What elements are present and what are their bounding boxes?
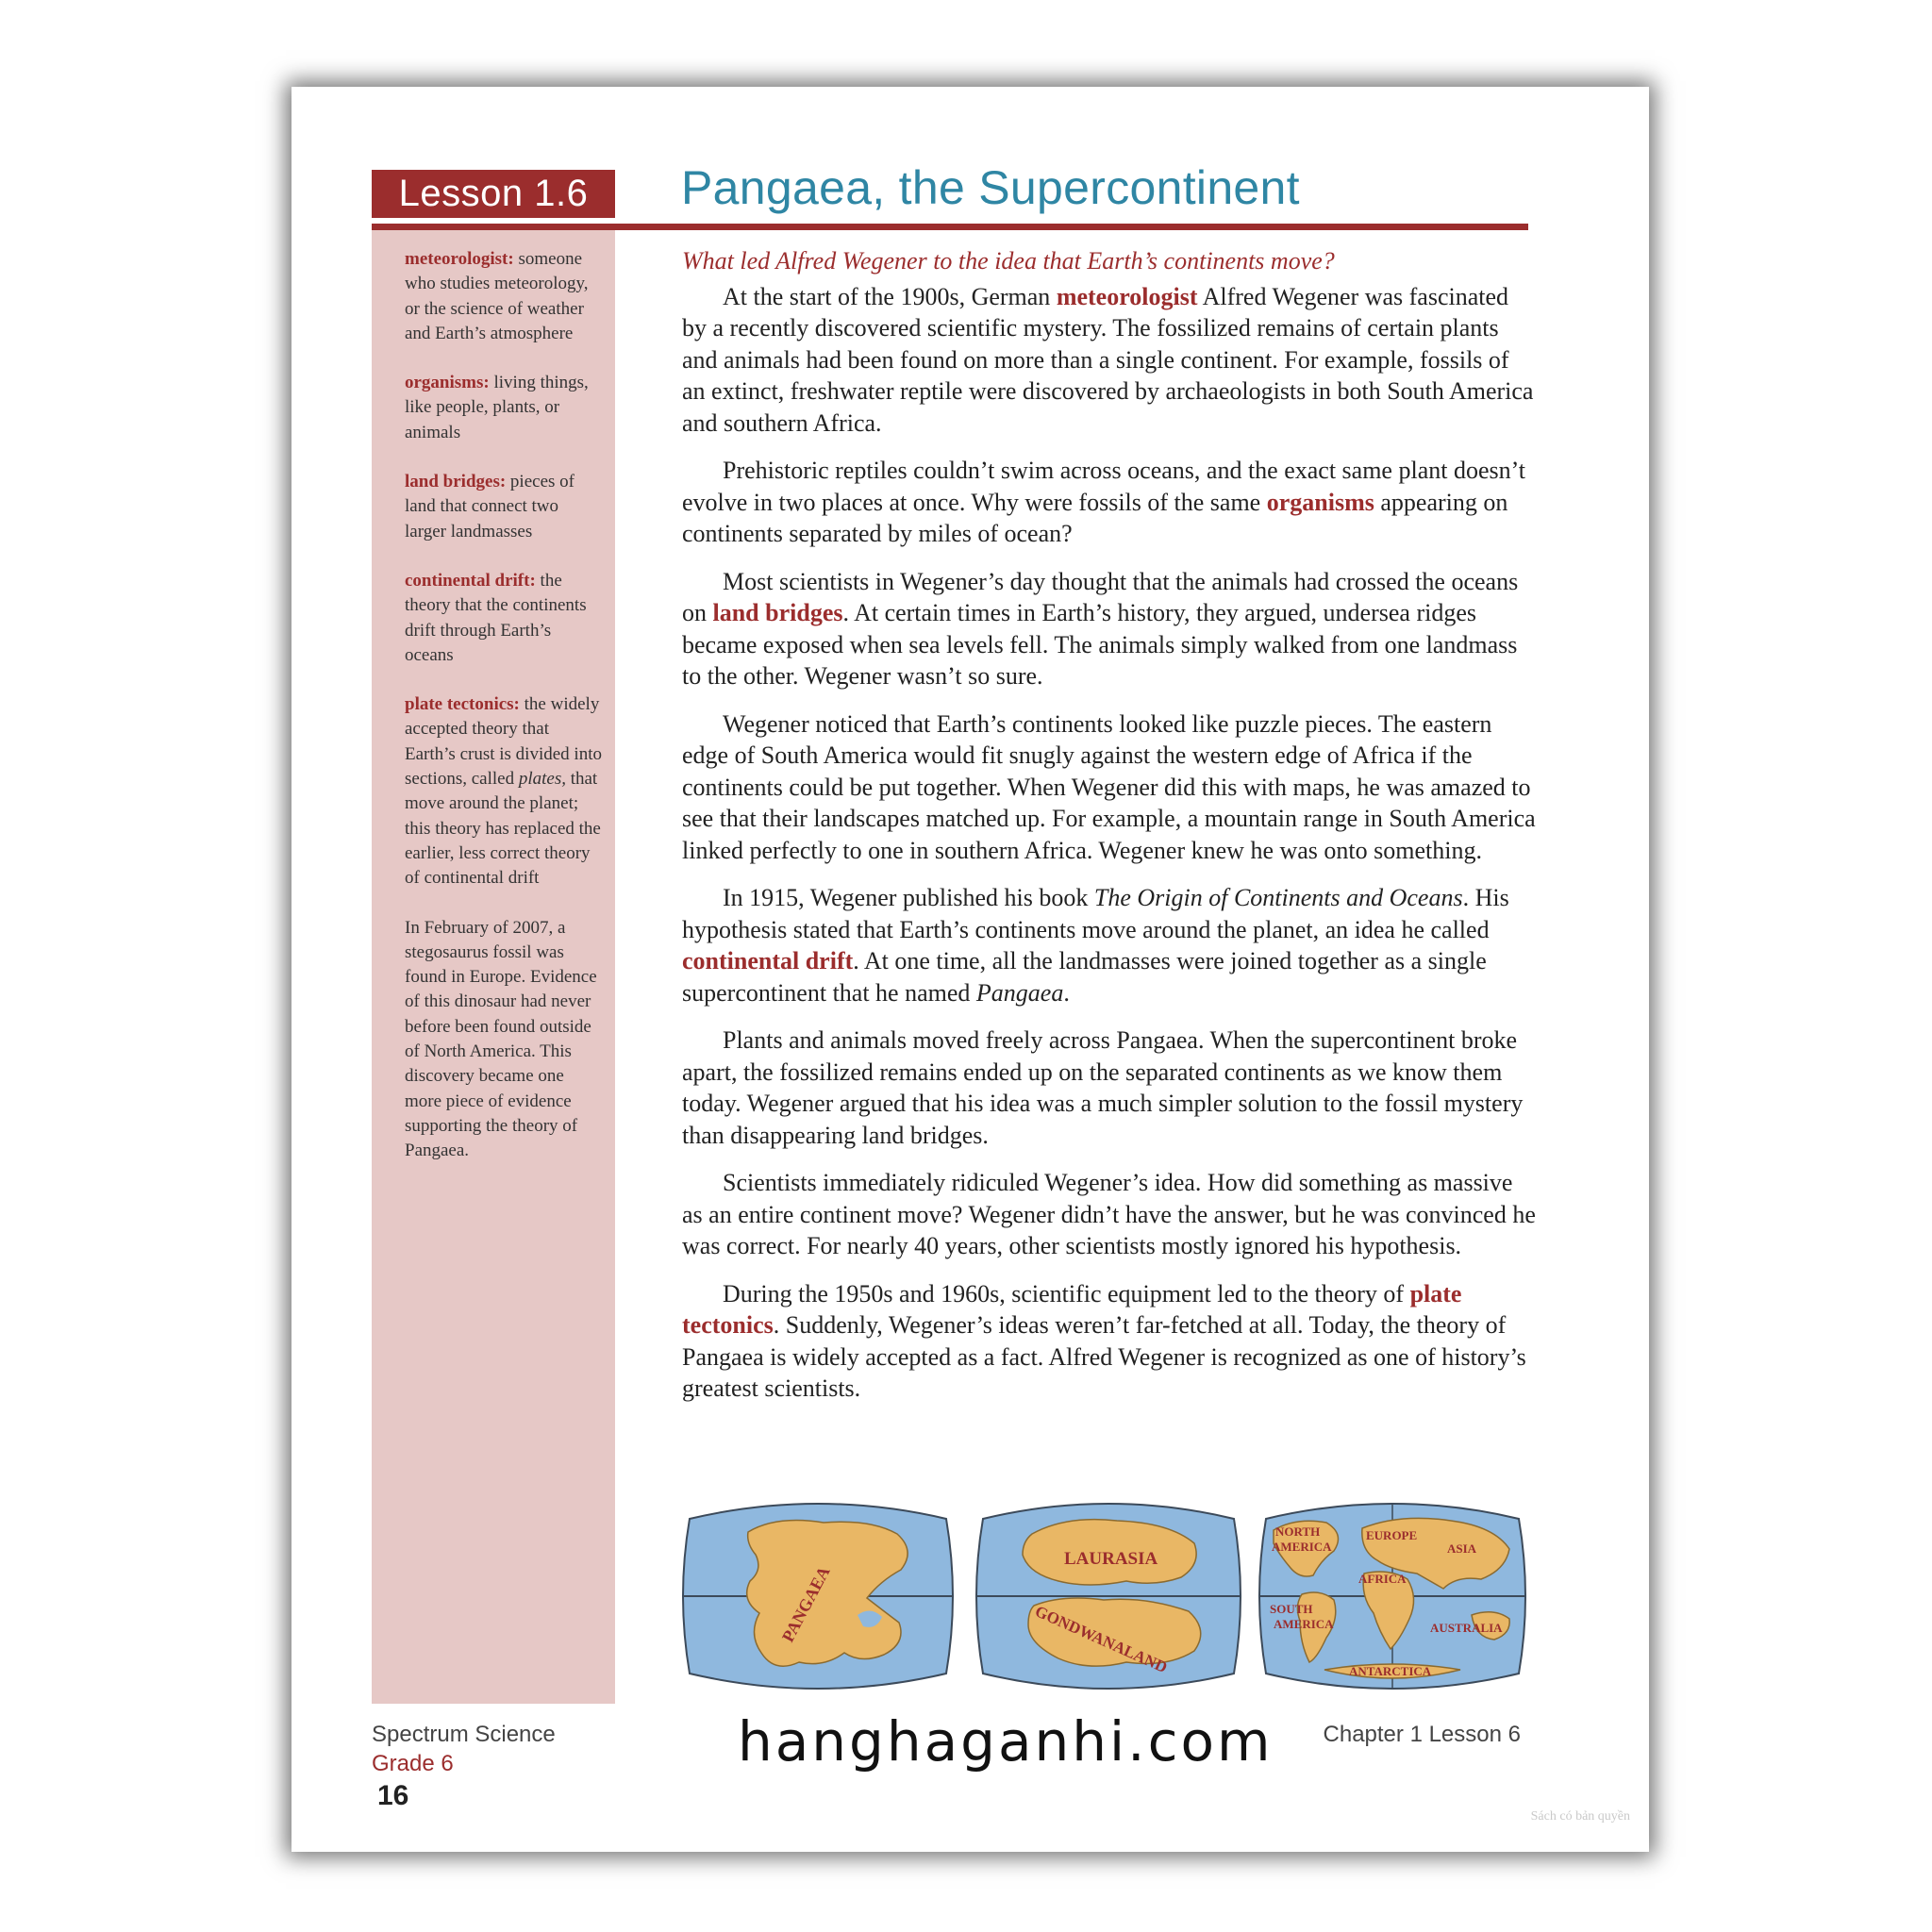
glossary-term: land bridges: (405, 472, 507, 492)
glossary-item-meteorologist (405, 247, 603, 346)
title-rule (372, 224, 1528, 230)
glossary-item-plate-tectonics (405, 692, 603, 891)
glossary-term: plate tectonics: (405, 694, 520, 715)
text: . His hypothesis stated that Earth’s continents move around the planet, an idea he called (682, 884, 1509, 943)
map-pangaea (682, 1502, 954, 1690)
footer-chapter: Chapter 1 Lesson 6 (1323, 1722, 1521, 1747)
text: Prehistoric reptiles couldn’t swim across oceans, and the exact same plant doesn’t evolve in two places at once. Why were fossils of the same (682, 457, 1526, 516)
paragraph-7: Scientists immediately ridiculed Wegener’s idea. How did something as massive as an entire continent move? Wegener didn’t have the answer, but he was convinced he was correct. For nearly 40 years, other scientists mostly ignored his hypothesis. (682, 1169, 1536, 1259)
glossary-term: meteorologist: (405, 249, 514, 269)
page-title: Pangaea, the Supercontinent (681, 161, 1300, 214)
text: . (1063, 978, 1070, 1007)
keyword-plate-tectonics: plate tectonics (682, 1279, 1462, 1339)
text: During the 1950s and 1960s, scientific equipment led to the theory of (723, 1279, 1410, 1307)
glossary-definition: pieces of land that connect two larger landmasses (405, 472, 575, 541)
map-label-pangaea: PANGAEA (777, 1563, 834, 1645)
paragraph-6: Plants and animals moved freely across Pangaea. When the supercontinent broke apart, the fossilized remains ended up on the separated continents as we know them today. Wegener argued that his idea was a much simpler solution to the fossil mystery than disappearing land bridges. (682, 1026, 1524, 1149)
paragraph-1 (682, 281, 1536, 440)
glossary-definition: someone who studies meteorology, or the science of weather and Earth’s atmosphere (405, 249, 589, 343)
glossary-definition: that move around the planet; this theory has replaced the earlier, less correct theory of continental drift (405, 769, 601, 889)
focus-question: What led Alfred Wegener to the idea that Earth’s continents move? (682, 247, 1335, 275)
text: . At one time, all the landmasses were joined together as a single supercontinent that he named (682, 947, 1487, 1007)
paragraph-5 (682, 882, 1536, 1008)
map-laurasia-gondwanaland (975, 1502, 1241, 1690)
sidebar-fact: In February of 2007, a stegosaurus fossil was found in Europe. Evidence of this dinosaur had never before been found outside of North America. This discovery became one more piece of evidence supporting the theory of Pangaea. (405, 917, 597, 1161)
paragraph-2 (682, 455, 1536, 550)
glossary-item-organisms (405, 371, 603, 445)
glossary-definition-italic: plates, (518, 769, 566, 790)
map-label-laurasia: LAURASIA (1064, 1549, 1158, 1569)
map-label-north-america-2: AMERICA (1272, 1540, 1332, 1554)
map-modern-svg (1258, 1502, 1526, 1690)
text: appearing on continents separated by miles of ocean? (682, 488, 1508, 547)
pangaea-name: Pangaea (975, 978, 1064, 1007)
page-number: 16 (377, 1780, 409, 1811)
map-modern-continents (1258, 1502, 1526, 1690)
text: . Suddenly, Wegener’s ideas weren’t far-fetched at all. Today, the theory of Pangaea is widely accepted as a fact. Alfred Wegener is recognized as one of history’s greatest scientists. (682, 1311, 1526, 1402)
map-label-africa: AFRICA (1358, 1572, 1407, 1586)
text: Most scientists in Wegener’s day thought that the animals had crossed the oceans on (682, 567, 1519, 626)
continent-maps (682, 1502, 1526, 1690)
glossary-list (405, 247, 603, 1189)
glossary-item-continental-drift (405, 569, 603, 668)
text: At the start of the 1900s, German (723, 282, 1057, 310)
main-text (682, 245, 1536, 1421)
glossary-definition: living things, like people, plants, or animals (405, 373, 589, 442)
text: . At certain times in Earth’s history, they argued, undersea ridges became exposed when sea levels fell. The animals simply walked from one landmass to the other. Wegener wasn’t so sure. (682, 599, 1518, 690)
map-label-europe: EUROPE (1366, 1528, 1418, 1542)
map-label-south-america-2: AMERICA (1274, 1617, 1334, 1631)
text: Alfred Wegener was fascinated by a recently discovered scientific mystery. The fossilized remains of certain plants and animals had been found on more than a single continent. For example, fossils of an extinct, freshwater reptile were discovered by archaeologists in both South America and southern Africa. (682, 282, 1534, 437)
keyword-meteorologist: meteorologist (1056, 282, 1198, 310)
map-laurasia-svg (975, 1502, 1241, 1690)
glossary-definition: the theory that the continents drift through Earth’s oceans (405, 570, 587, 665)
map-label-antarctica: ANTARCTICA (1349, 1664, 1432, 1678)
book-title: The Origin of Continents and Oceans (1093, 884, 1463, 911)
glossary-definition: the widely accepted theory that Earth’s crust is divided into sections, called (405, 694, 602, 790)
keyword-land-bridges: land bridges (712, 599, 843, 626)
glossary-term: organisms: (405, 373, 490, 393)
paragraph-4: Wegener noticed that Earth’s continents looked like puzzle pieces. The eastern edge of South America would fit snugly against the western edge of Africa if the continents could be put together. When Wegener did this with maps, he was amazed to see that their landscapes matched up. For example, a mountain range in South America linked perfectly to one in southern Africa. Wegener knew he was onto something. (682, 709, 1536, 864)
text: In 1915, Wegener published his book (723, 884, 1094, 911)
copyright-note: Sách có bản quyền (1530, 1809, 1630, 1824)
map-label-asia: ASIA (1447, 1541, 1477, 1556)
map-label-australia: AUSTRALIA (1430, 1621, 1503, 1635)
paragraph-8 (682, 1278, 1536, 1405)
keyword-continental-drift: continental drift (682, 947, 854, 974)
footer-grade: Grade 6 (372, 1751, 454, 1776)
keyword-organisms: organisms (1266, 488, 1374, 516)
paragraph-3 (682, 566, 1536, 692)
site-watermark: hanghaganhi.com (738, 1709, 1274, 1774)
lesson-label: Lesson 1.6 (372, 170, 615, 218)
glossary-item-land-bridges (405, 470, 603, 544)
footer-series: Spectrum Science (372, 1722, 556, 1747)
map-label-north-america-1: NORTH (1275, 1524, 1321, 1539)
map-pangaea-svg (682, 1502, 954, 1690)
glossary-term: continental drift: (405, 570, 536, 591)
map-label-south-america-1: SOUTH (1270, 1602, 1313, 1616)
map-label-gondwanaland: GONDWANALAND (1032, 1602, 1171, 1677)
